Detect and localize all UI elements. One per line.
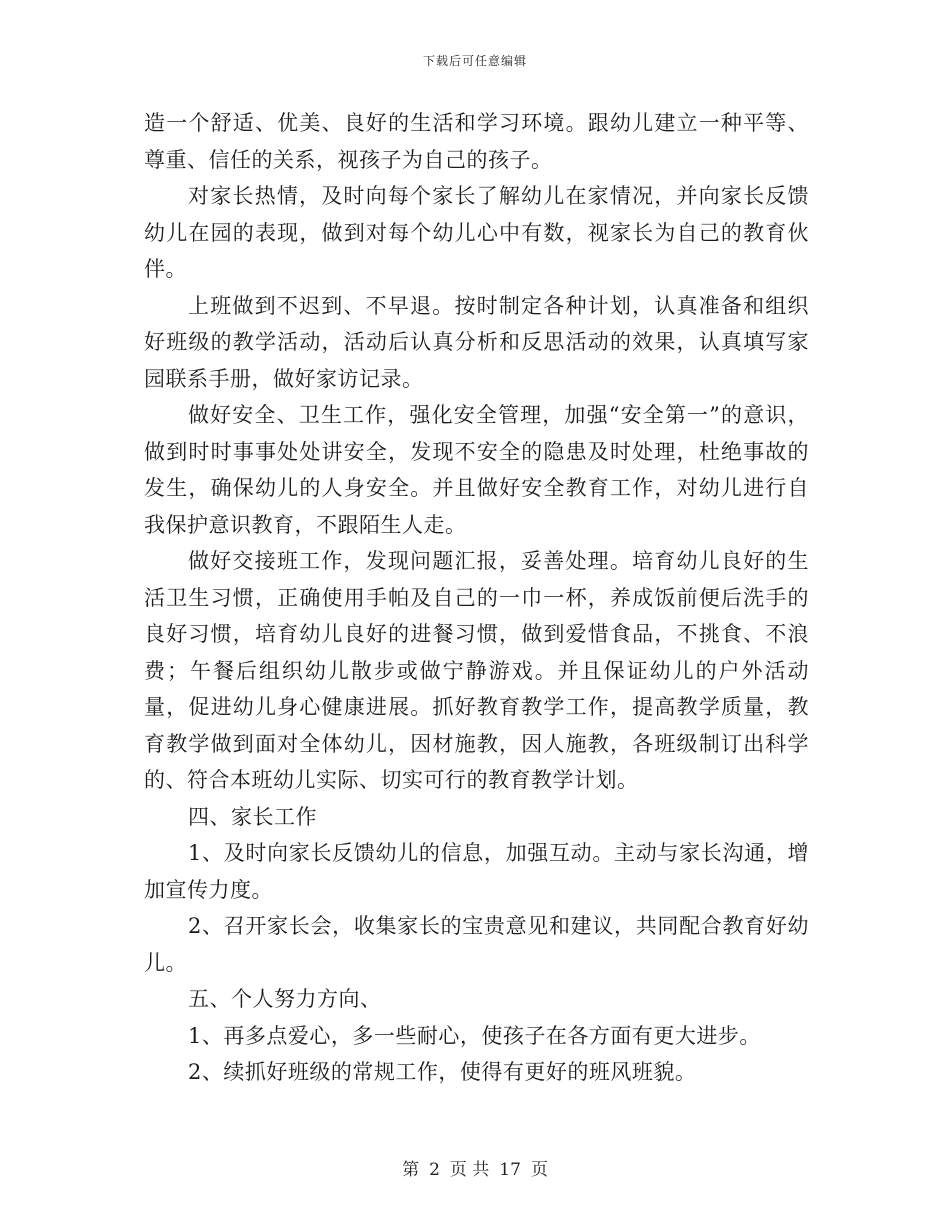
section-heading: 四、家长工作: [188, 804, 317, 829]
paragraph: 上班做到不迟到、不早退。按时制定各种计划，认真准备和组织好班级的教学活动，活动后认真分析和反思活动的效果，认真填写家园联系手册，做好家访记录。: [144, 293, 809, 391]
footer-label-page: 第: [402, 1160, 420, 1180]
total-pages-number: 17: [499, 1160, 521, 1180]
footer-label-end: 页: [530, 1160, 548, 1180]
list-item: 1、及时向家长反馈幼儿的信息，加强互动。主动与家长沟通，增加宣传力度。: [144, 841, 809, 902]
page-header: 下载后可任意编辑: [422, 54, 527, 68]
document-body: [144, 105, 809, 1091]
page-footer: [0, 1155, 950, 1180]
section-heading: 五、个人努力方向、: [188, 987, 382, 1011]
list-item: 2、续抓好班级的常规工作，使得有更好的班风班貌。: [188, 1060, 697, 1084]
paragraph: 做好交接班工作，发现问题汇报，妥善处理。培育幼儿良好的生活卫生习惯，正确使用手帕及自己的一巾一杯，养成饭前便后洗手的良好习惯，培育幼儿良好的进餐习惯，做到爱惜食品，不挑食、不浪费；午餐后组织幼儿散步或做宁静游戏。并且保证幼儿的户外活动量，促进幼儿身心健康进展。抓好教育教学工作，提高教学质量，教育教学做到面对全体幼儿，因材施教，因人施教，各班级制订出科学的、符合本班幼儿实际、切实可行的教育教学计划。: [144, 549, 809, 792]
current-page-number: 2: [429, 1160, 440, 1180]
paragraph: 做好安全、卫生工作，强化安全管理，加强“安全第一”的意识，做到时时事事处处讲安全，发现不安全的隐患及时处理，杜绝事故的发生，确保幼儿的人身安全。并且做好安全教育工作，对幼儿进行自我保护意识教育，不跟陌生人走。: [144, 403, 809, 537]
paragraph: 造一个舒适、优美、良好的生活和学习环境。跟幼儿建立一种平等、尊重、信任的关系，视孩子为自己的孩子。: [144, 111, 809, 172]
paragraph: 对家长热情，及时向每个家长了解幼儿在家情况，并向家长反馈幼儿在园的表现，做到对每个幼儿心中有数，视家长为自己的教育伙伴。: [144, 184, 809, 281]
list-item: 1、再多点爱心，多一些耐心，使孩子在各方面有更大进步。: [188, 1023, 761, 1048]
list-item: 2、召开家长会，收集家长的宝贵意见和建议，共同配合教育好幼儿。: [144, 914, 809, 975]
footer-label-of: 页 共: [449, 1160, 490, 1180]
